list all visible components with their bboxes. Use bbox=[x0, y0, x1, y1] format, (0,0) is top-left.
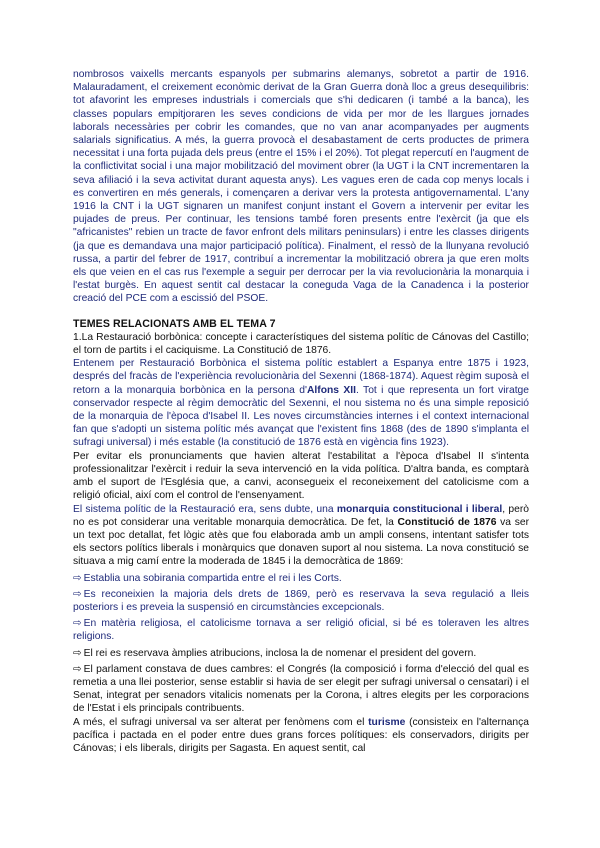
list-item-text: El parlament constava de dues cambres: el Congrés (la composició i forma d'elecció del qual es remetia a una llei posterior, sense establir si havia de ser elegit per sufragi universal o censatari) i el Senat, integrat per senadors vitalicis nomenats per la Corona, i altres elegits per les corporacions de l'Estat i els principals contribuents. bbox=[73, 663, 529, 715]
arrow-right-icon: ⇨ bbox=[73, 663, 82, 675]
spacer bbox=[73, 306, 529, 318]
paragraph-intro: nombrosos vaixells mercants espanyols per submarins alemanys, sobretot a partir de 1916. Malauradament, el creixement econòmic derivat de la Gran Guerra donà lloc a greus desequilibris: tot afavorint les empreses industrials i comercials que s'hi dedicaren (i també a la banca), les classes populars empitjoraren les seves condicions de vida per mor de les llargues jornades laborals necessàries per cobrir les comandes, que no van anar acompanyades per augments salarials significatius. A més, la guerra provocà el desabastament de certs productes de primera necessitat i una forta pujada dels preus (entre el 15% i el 20%). Tot plegat repercutí en l'augment de la conflictivitat social i una major mobilització del moviment obrer (la UGT i la CNT incrementaren la seva afiliació i la seva activitat durant aquesta anys). Les vagues eren de cada cop menys locals i es convertiren en més generals, i començaren a derivar vers la protesta antigovernamental. L'any 1916 la CNT i la UGT signaren un manifest conjunt instant el Govern a intervenir per evitar les pujades de preus. Per continuar, les tensions també foren presents entre l'exèrcit (ja que els "africanistes" rebien un tracte de favor enfront dels militars peninsulars) i entre les classes dirigents (ja que es demandava una major participació política). Finalment, el ressò de la llunyana revolució russa, a partir del febrer de 1917, contribuí a incrementar la mobilització obrera ja que eren molts els que veien en el cas rus l'exemple a seguir per derrocar per la via revolucionària la monarquia i l'estat burgès. En aquest sentit cal destacar la coneguda Vaga de la Canadenca i la posterior creació del PCE com a escissió del PSOE. bbox=[73, 69, 529, 305]
text-run: Entenem per Restauració Borbònica el sistema polític establert a Espanya entre 1875 i 1923, després del fracàs de l'experiència revolucionària del Sexenni (1868-1874). Aquest règim suposà el retorn a la monarquia borbònica en la persona d' bbox=[73, 358, 529, 396]
list-item bbox=[73, 588, 529, 614]
section-heading: TEMES RELACIONATS AMB EL TEMA 7 bbox=[73, 317, 276, 330]
list-item-text: El rei es reservava àmplies atribucions, inclosa la de nomenar el president del govern. bbox=[83, 647, 477, 659]
list-item-text: En matèria religiosa, el catolicisme tornava a ser religió oficial, si bé es toleraven les altres religions. bbox=[73, 618, 529, 643]
document-body bbox=[73, 68, 529, 755]
text-run: El sistema polític de la Restauració era, sens dubte, una bbox=[73, 503, 337, 515]
paragraph-turnisme bbox=[73, 716, 529, 756]
text-run: A més, el sufragi universal va ser alterat per fenòmens com el bbox=[73, 716, 369, 728]
paragraph-sistema bbox=[73, 503, 529, 569]
topic-title: 1.La Restauració borbònica: concepte i característiques del sistema polític de Cánovas del Castillo; el torn de partits i el caciquisme. La Constitució de 1876. bbox=[73, 331, 529, 357]
bold-term: Constitució de 1876 bbox=[397, 516, 497, 528]
text-run: va ser un text poc detallat, fet lògic atès que fou elaborada amb un ampli consens, intentant satisfer tots els sectors polítics liberals i monàrquics que donaven suport al nou sistema. La nova constitució se situava a mig camí entre la moderada de 1845 i la democràtica de 1869: bbox=[73, 516, 529, 568]
bold-term: Alfons XII bbox=[306, 384, 356, 396]
text-run: . Tot i que representa un fort viratge conservador respecte al règim democràtic del Sexenni, el nou sistema no és una simple reposició de la monarquia de l'època d'Isabel II. Les noves circumstàncies internes i el context internacional fan que s'adopti un sistema polític més avançat que l'existent fins 1868 (des de 1890 s'implanta el sufragi universal) i més estable (la constitució de 1876 està en vigència fins 1923). bbox=[73, 384, 530, 449]
text-run: (consisteix en l'alternança pacífica i pactada en el poder entre dues grans forces polítiques: els conservadors, dirigits per Cánovas; i els liberals, dirigits per Sagasta. En aquest sentit, cal bbox=[73, 716, 530, 754]
bold-term: turisme bbox=[368, 716, 406, 728]
arrow-right-icon: ⇨ bbox=[73, 618, 82, 630]
list-item bbox=[73, 663, 529, 716]
list-item bbox=[73, 617, 529, 643]
list-item bbox=[73, 572, 529, 585]
bold-term: monarquia constitucional i liberal bbox=[336, 503, 503, 515]
text-run: , però no es pot considerar una veritable monarquia democràtica. De fet, la bbox=[73, 503, 529, 528]
paragraph-exercit: Per evitar els pronunciaments que havien alterat l'estabilitat a l'època d'Isabel II s'intenta professionalitzar l'exèrcit i reduir la seva intervenció en la vida política. D'altra banda, es comptarà amb el suport de l'Església que, a canvi, aconsegueix el reconeixement del catolicisme com a religió oficial, així com el control de l'ensenyament. bbox=[73, 450, 529, 502]
arrow-right-icon: ⇨ bbox=[73, 572, 82, 584]
list-item bbox=[73, 647, 529, 660]
arrow-right-icon: ⇨ bbox=[73, 647, 82, 659]
list-item-text: Es reconeixien la majoria dels drets de 1869, però es reservava la seva regulació a lleis posteriors i es preveia la suspensió en circumstàncies excepcionals. bbox=[73, 588, 529, 613]
paragraph-restauracio bbox=[73, 357, 529, 449]
list-item-text: Establia una sobirania compartida entre el rei i les Corts. bbox=[83, 572, 342, 584]
arrow-right-icon: ⇨ bbox=[73, 588, 82, 600]
